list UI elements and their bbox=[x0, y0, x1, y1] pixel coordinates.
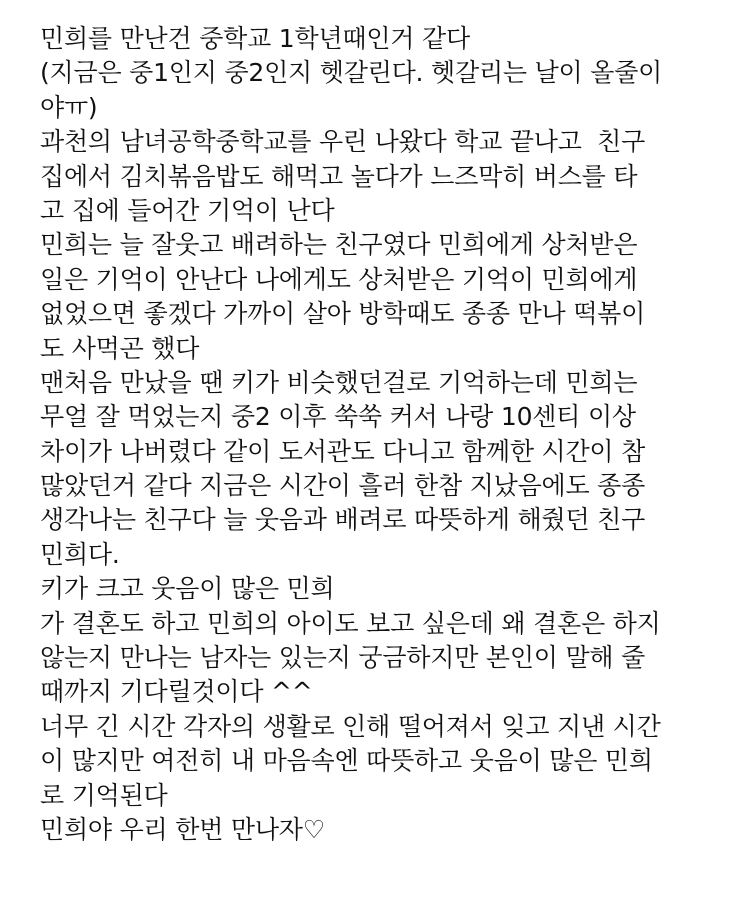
text-line: 가 결혼도 하고 민희의 아이도 보고 싶은데 왜 결혼은 하지 bbox=[40, 608, 661, 638]
text-line: 로 기억된다 bbox=[40, 780, 168, 810]
text-line: 도 사먹곤 했다 bbox=[40, 333, 200, 363]
text-line: 많았던거 같다 지금은 시간이 흘러 한참 지났음에도 종종 bbox=[40, 471, 646, 501]
text-line: 민희를 만난건 중학교 1학년때인거 같다 bbox=[40, 24, 470, 53]
text-line: 고 집에 들어간 기억이 난다 bbox=[40, 195, 335, 225]
text-line: 야ㅠ) bbox=[40, 92, 98, 122]
text-line: 차이가 나버렸다 같이 도서관도 다니고 함께한 시간이 참 bbox=[40, 436, 646, 466]
text-line: 않는지 만나는 남자는 있는지 궁금하지만 본인이 말해 줄 bbox=[40, 643, 646, 673]
text-line: 키가 크고 웃음이 많은 민희 bbox=[40, 574, 335, 604]
text-line: 생각나는 친구다 늘 웃음과 배려로 따뜻하게 해줬던 친구 bbox=[40, 505, 646, 535]
text-line: 때까지 기다릴것이다 ^^ bbox=[40, 677, 313, 707]
text-line: 없었으면 좋겠다 가까이 살아 방학때도 종종 만나 떡볶이 bbox=[40, 299, 646, 329]
text-line: 일은 기억이 안난다 나에게도 상처받은 기억이 민희에게 bbox=[40, 264, 638, 294]
text-line: 집에서 김치볶음밥도 해먹고 놀다가 느즈막히 버스를 타 bbox=[40, 161, 638, 191]
text-line: (지금은 중1인지 중2인지 헷갈린다. 헷갈리는 날이 올줄이 bbox=[40, 58, 663, 88]
text-line: 과천의 남녀공학중학교를 우린 나왔다 학교 끝나고 친구 bbox=[40, 127, 646, 157]
text-line: 민희는 늘 잘웃고 배려하는 친구였다 민희에게 상처받은 bbox=[40, 230, 638, 260]
text-line: 무얼 잘 먹었는지 중2 이후 쑥쑥 커서 나랑 10센티 이상 bbox=[40, 402, 636, 432]
text-line: 민희다. bbox=[40, 539, 120, 569]
text-line: 맨처음 만났을 땐 키가 비슷했던걸로 기억하는데 민희는 bbox=[40, 367, 638, 397]
text-line: 너무 긴 시간 각자의 생활로 인해 떨어져서 잊고 지낸 시간 bbox=[40, 711, 661, 741]
note-text bbox=[40, 22, 730, 847]
text-line: 민희야 우리 한번 만나자♡ bbox=[40, 814, 325, 844]
text-line: 이 많지만 여전히 내 마음속엔 따뜻하고 웃음이 많은 민희 bbox=[40, 746, 653, 776]
